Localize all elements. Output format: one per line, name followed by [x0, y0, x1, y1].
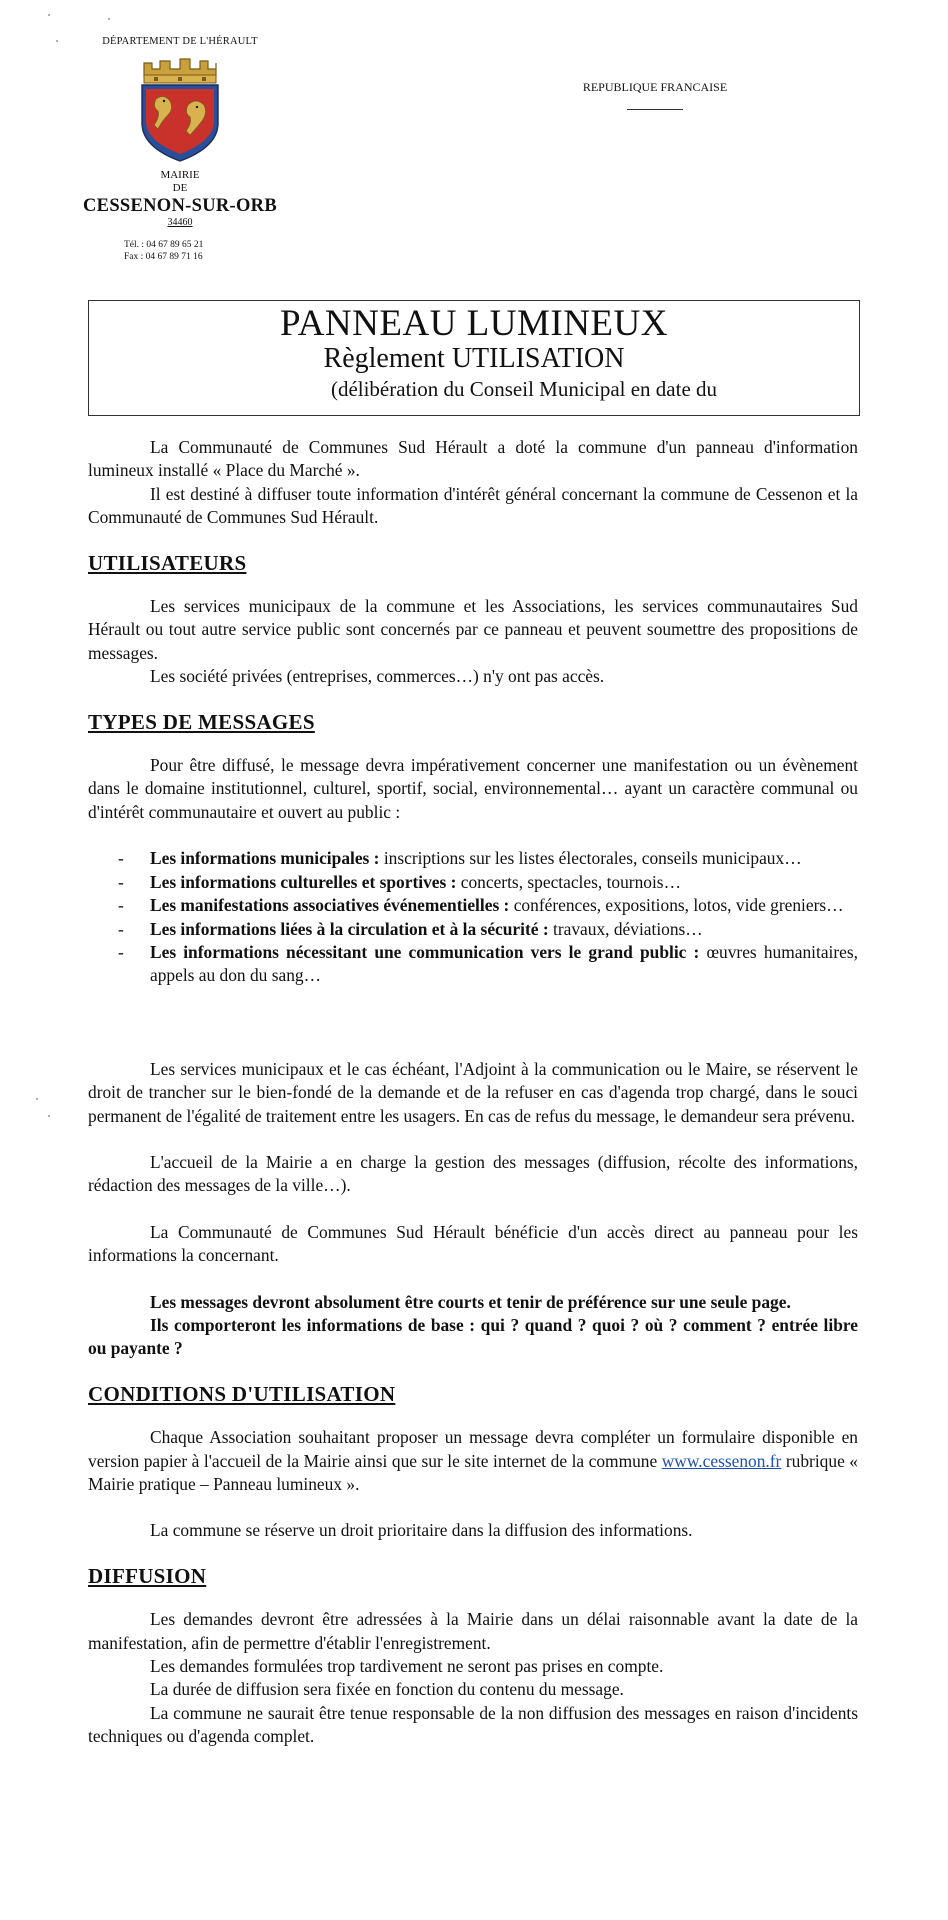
list-item: - Les manifestations associatives événementielles : conférences, expositions, lotos, vide greniers… — [118, 895, 844, 916]
conditions-paragraph: La commune se réserve un droit prioritaire dans la diffusion des informations. — [150, 1520, 693, 1541]
diffusion-paragraph: La durée de diffusion sera fixée en fonction du contenu du message. — [150, 1679, 624, 1700]
letterhead — [60, 36, 300, 263]
conditions-paragraph: Chaque Association souhaitant proposer un message devra compléter un formulaire disponible en version papier à l'accueil de la Mairie ainsi que sur le site internet de la commune www.cessenon.fr rubrique « Mairie pratique – Panneau lumineux ». — [88, 1427, 859, 1494]
title-box — [88, 300, 860, 416]
intro-paragraph: La Communauté de Communes Sud Hérault a doté la commune d'un panneau d'information lumineux installé « Place du Marché ». — [88, 437, 858, 481]
postcode: 34460 — [167, 217, 193, 228]
intro-paragraph: Il est destiné à diffuser toute information d'intérêt général concernant la commune de Cessenon et la Communauté de Communes Sud Hérault. — [88, 483, 858, 528]
republique-rule — [627, 109, 683, 110]
document-body — [88, 436, 858, 1749]
republique-header — [570, 80, 740, 110]
types-paragraph: L'accueil de la Mairie a en charge la gestion des messages (diffusion, récolte des informations, rédaction des messages de la ville…). — [88, 1151, 858, 1196]
page-subtitle: Règlement UTILISATION — [323, 343, 625, 374]
types-paragraph: Les services municipaux et le cas échéant, l'Adjoint à la communication ou le Maire, se réservent le droit de trancher sur le bien-fondé de la demande et de la refuser en cas d'agenda trop chargé, dans le souci permanent de l'égalité de traitement entre les usagers. En cas de refus du message, le demandeur sera prévenu. — [88, 1058, 858, 1126]
utilisateurs-paragraph: Les services municipaux de la commune et les Associations, les services communautaires Sud Hérault ou tout autre service public sont concernés par ce panneau et peuvent soumettre des propositions de messages. — [88, 596, 858, 663]
website-link[interactable]: www.cessenon.fr — [661, 1450, 782, 1471]
list-item: - Les informations culturelles et sportives : concerts, spectacles, tournois… — [118, 871, 681, 892]
department-label: DÉPARTEMENT DE L'HÉRAULT — [102, 36, 258, 47]
contact-info — [60, 239, 300, 263]
types-paragraph: Pour être diffusé, le message devra impérativement concerner une manifestation ou un évènement dans le domaine institutionnel, culturel, sportif, social, environnemental… ayant un caractère communal ou d'intérêt communautaire et ouvert au public : — [88, 755, 858, 822]
town-name: CESSENON-SUR-ORB — [83, 196, 277, 216]
scan-speck — [36, 1098, 38, 1100]
types-emphasis: Les messages devront absolument être courts et tenir de préférence sur une seule page. — [150, 1291, 791, 1312]
list-item: - Les informations municipales : inscriptions sur les listes électorales, conseils municipaux… — [118, 848, 802, 869]
section-heading-conditions: CONDITIONS D'UTILISATION — [88, 1381, 396, 1406]
scan-speck — [48, 1115, 50, 1117]
deliberation-note: (délibération du Conseil Municipal en date du — [330, 377, 718, 401]
diffusion-paragraph: Les demandes formulées trop tardivement ne seront pas prises en compte. — [150, 1656, 664, 1677]
utilisateurs-paragraph: Les société privées (entreprises, commerces…) n'y ont pas accès. — [150, 666, 605, 687]
town-crest-icon — [134, 55, 226, 163]
de-label: DE — [172, 182, 188, 194]
fax-number: Fax : 04 67 89 71 16 — [124, 252, 203, 262]
mairie-label: MAIRIE — [160, 169, 200, 181]
types-emphasis: Ils comporteront les informations de base : qui ? quand ? quoi ? où ? comment ? entrée libre ou payante ? — [88, 1314, 858, 1359]
section-heading-types: TYPES DE MESSAGES — [88, 709, 315, 734]
diffusion-paragraph: La commune ne saurait être tenue responsable de la non diffusion des messages en raison d'incidents techniques ou d'agenda complet. — [88, 1702, 858, 1747]
republique-label: REPUBLIQUE FRANCAISE — [582, 80, 728, 94]
phone-number: Tél. : 04 67 89 65 21 — [124, 240, 204, 250]
types-paragraph: La Communauté de Communes Sud Hérault bénéficie d'un accès direct au panneau pour les informations la concernant. — [88, 1221, 858, 1266]
section-heading-diffusion: DIFFUSION — [88, 1563, 207, 1588]
section-heading-utilisateurs: UTILISATEURS — [88, 550, 247, 575]
message-types-list — [88, 847, 858, 987]
scan-speck — [108, 18, 110, 20]
diffusion-paragraph: Les demandes devront être adressées à la Mairie dans un délai raisonnable avant la date de la manifestation, afin de permettre d'établir l'enregistrement. — [88, 1609, 858, 1653]
list-item: - Les informations liées à la circulation et à la sécurité : travaux, déviations… — [118, 918, 703, 939]
list-item: - Les informations nécessitant une communication vers le grand public : œuvres humanitaires, appels au don du sang… — [118, 941, 858, 986]
scan-speck — [56, 40, 58, 42]
scan-speck — [48, 14, 50, 16]
page-title: PANNEAU LUMINEUX — [280, 303, 668, 344]
